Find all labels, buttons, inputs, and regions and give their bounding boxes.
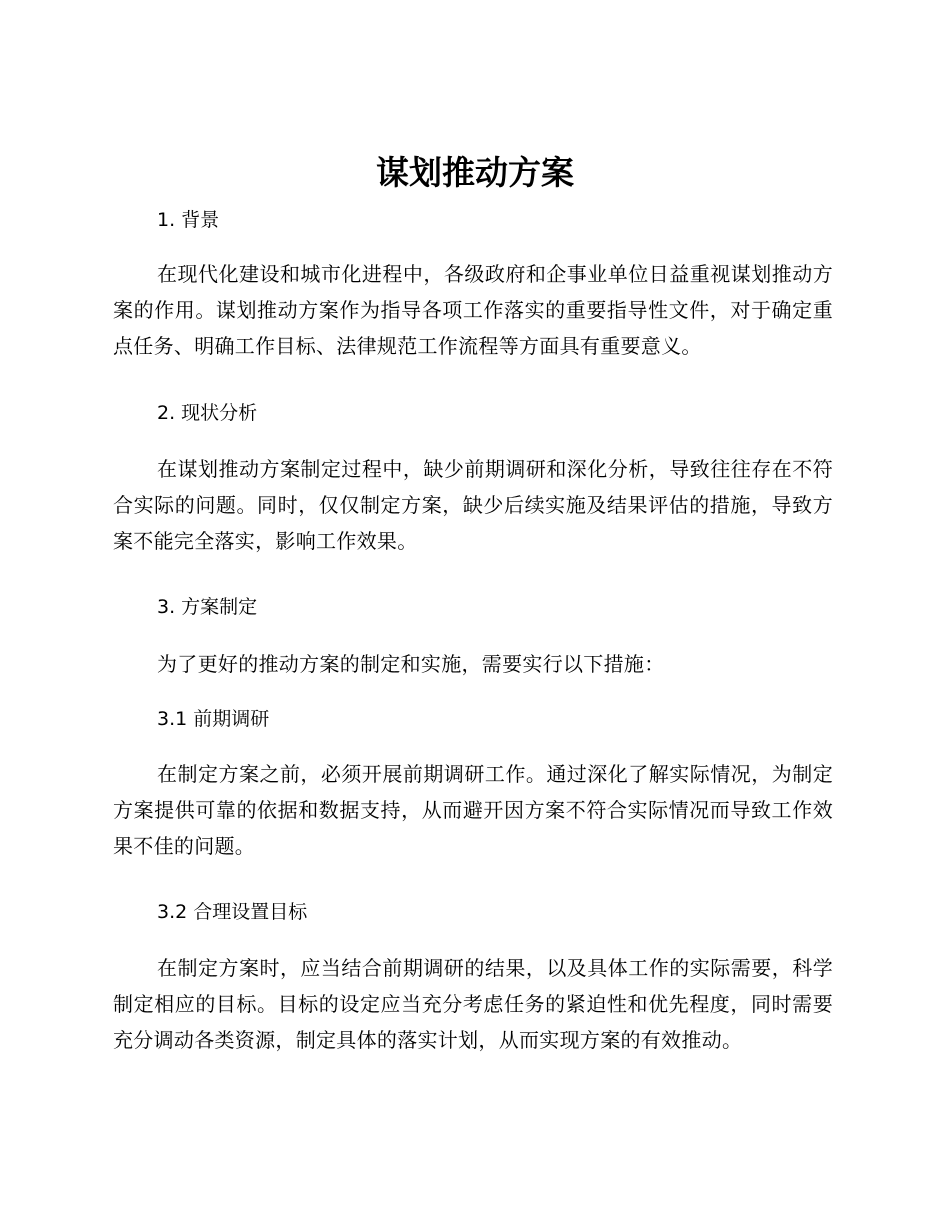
section-paragraph-background: 在现代化建设和城市化进程中，各级政府和企事业单位日益重视谋划推动方案的作用。谋划推动方案作为指导各项工作落实的重要指导性文件，对于确定重点任务、明确工作目标、法律规范工作流程等方面具有重要意义。 bbox=[113, 262, 833, 358]
section-heading-set-goals: 3.2 合理设置目标 bbox=[157, 901, 308, 923]
section-paragraph-plan-formulation: 为了更好的推动方案的制定和实施，需要实行以下措施： bbox=[157, 652, 665, 676]
section-heading-plan-formulation: 3. 方案制定 bbox=[157, 596, 258, 618]
section-heading-status-analysis: 2. 现状分析 bbox=[157, 402, 258, 424]
section-heading-preliminary-research: 3.1 前期调研 bbox=[157, 708, 270, 730]
page-title: 谋划推动方案 bbox=[376, 153, 574, 192]
section-heading-background: 1. 背景 bbox=[157, 209, 220, 231]
section-paragraph-preliminary-research: 在制定方案之前，必须开展前期调研工作。通过深化了解实际情况，为制定方案提供可靠的依据和数据支持，从而避开因方案不符合实际情况而导致工作效果不佳的问题。 bbox=[113, 762, 833, 858]
section-paragraph-set-goals: 在制定方案时，应当结合前期调研的结果，以及具体工作的实际需要，科学制定相应的目标。目标的设定应当充分考虑任务的紧迫性和优先程度，同时需要充分调动各类资源，制定具体的落实计划，从而实现方案的有效推动。 bbox=[113, 956, 833, 1052]
section-paragraph-status-analysis: 在谋划推动方案制定过程中，缺少前期调研和深化分析，导致往往存在不符合实际的问题。同时，仅仅制定方案，缺少后续实施及结果评估的措施，导致方案不能完全落实，影响工作效果。 bbox=[113, 457, 833, 553]
